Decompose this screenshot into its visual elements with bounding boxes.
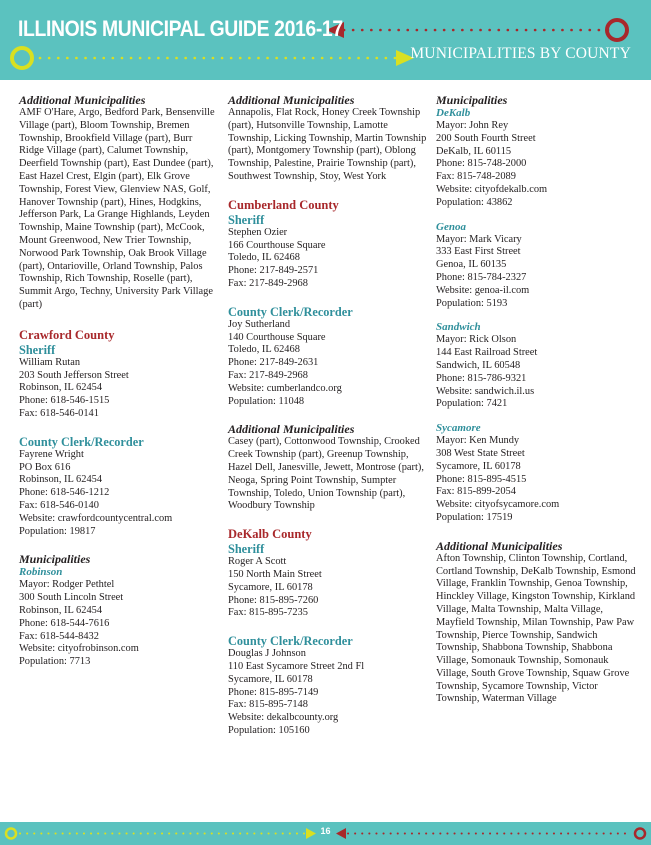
clerk-address: 140 Courthouse Square — [228, 331, 326, 343]
town-city: DeKalb, IL 60115 — [436, 145, 512, 157]
town-city: Robinson, IL 62454 — [19, 604, 103, 616]
town-population: Population: 43862 — [436, 196, 513, 208]
town-city: Sycamore, IL 60178 — [436, 460, 521, 472]
county-heading: DeKalb County — [228, 527, 312, 542]
town-address: 144 East Railroad Street — [436, 347, 538, 359]
additional-municipalities — [228, 93, 430, 184]
town-heading: Sycamore — [436, 422, 481, 435]
town-phone: Phone: 815-748-2000 — [436, 158, 527, 170]
clerk-website: Website: dekalbcounty.org — [228, 712, 339, 724]
town-phone: Phone: 815-895-4515 — [436, 473, 527, 485]
clerk-phone: Phone: 618-546-1212 — [19, 487, 110, 499]
town-website: Website: cityofrobinson.com — [19, 643, 139, 655]
clerk-name: Douglas J Johnson — [228, 648, 306, 660]
clerk-population: Population: 11048 — [228, 395, 305, 407]
town-population: Population: 17519 — [436, 511, 513, 523]
county-crawford — [19, 328, 219, 421]
town-fax: Fax: 815-899-2054 — [436, 486, 516, 498]
sheriff-address: 203 South Jefferson Street — [19, 369, 129, 381]
sheriff-heading: Sheriff — [228, 212, 265, 227]
town-address: 300 South Lincoln Street — [19, 592, 124, 604]
town-mayor: Mayor: Rick Olson — [436, 334, 517, 346]
arrow-right-icon — [40, 50, 414, 66]
sheriff-address: 166 Courthouse Square — [228, 239, 326, 251]
town-address: 200 South Fourth Street — [436, 132, 536, 144]
sheriff-city: Toledo, IL 62468 — [228, 252, 300, 264]
heading-additional-municipalities: Additional Municipalities — [228, 93, 355, 107]
town-website: Website: sandwich.il.us — [436, 385, 535, 397]
clerk-heading: County Clerk/Recorder — [228, 304, 353, 319]
town-website: Website: cityofsycamore.com — [436, 499, 560, 511]
town-heading: Robinson — [19, 566, 63, 579]
sheriff-city: Sycamore, IL 60178 — [228, 581, 313, 593]
additional-municipalities-list: AMF O'Hare, Argo, Bedford Park, Bensenville Village (part), Bloom Township, Bremen Township, Brookfield Village (part), Burr Ridge Village (part), Calumet Township, Deerfield Township (part), East Dundee (part), East Hazel Crest, Elgin (part), Elk Grove Township, Forest View, Glenview NAS, Golf, Hanover Township (part), Hines, Hodgkins, Jefferson Park, La Grange Highlands, Leyden Township, Maine Township (part), McCook, Mount Greenwood, New Trier Township, Norwood Park Township, Oak Brook Village (part), Ontarioville, Orland Township, Palos Township, Rich Township, Roselle (part), Summit Argo, Techny, University Park Village (part) — [19, 107, 215, 310]
town-phone: Phone: 815-784-2327 — [436, 271, 527, 283]
town-sandwich — [436, 321, 636, 411]
additional-municipalities-list: Afton Township, Clinton Township, Cortland, Cortland Township, DeKalb Township, Esmond Village, Franklin Township, Genoa Township, Hinckley Village, Kingston Township, Kirkland Village, Malta Township, Malta Village, Mayfield Township, Milan Township, Paw Paw Township, Pierce Township, Sandwich Township, Shabbona Township, Shabbona Village, Somonauk Township, Somonauk Village, South Grove Township, Squaw Grove Township, Sycamore Township, Victor Township, Waterman Village — [436, 552, 636, 705]
ring-icon — [607, 20, 627, 40]
clerk-heading: County Clerk/Recorder — [19, 434, 144, 449]
ring-icon — [12, 48, 32, 68]
sheriff-fax: Fax: 217-849-2968 — [228, 277, 308, 289]
additional-municipalities-cumberland — [228, 422, 430, 513]
clerk-city: Robinson, IL 62454 — [19, 474, 103, 486]
sheriff-name: William Rutan — [19, 356, 81, 368]
clerk-fax: Fax: 217-849-2968 — [228, 369, 308, 381]
town-fax: Fax: 618-544-8432 — [19, 630, 99, 642]
county-heading: Crawford County — [19, 327, 115, 342]
clerk-name: Joy Sutherland — [228, 318, 291, 330]
town-mayor: Mayor: John Rey — [436, 120, 509, 131]
town-genoa — [436, 221, 636, 311]
sheriff-heading: Sheriff — [228, 542, 265, 557]
heading-additional-municipalities: Additional Municipalities — [19, 93, 146, 107]
town-city: Sandwich, IL 60548 — [436, 359, 521, 371]
sheriff-fax: Fax: 815-895-7235 — [228, 607, 308, 619]
clerk-fax: Fax: 815-895-7148 — [228, 699, 308, 711]
town-address: 333 East First Street — [436, 246, 521, 258]
clerk-heading: County Clerk/Recorder — [228, 634, 353, 649]
clerk-cumberland — [228, 305, 430, 409]
column-3 — [436, 93, 636, 717]
clerk-population: Population: 105160 — [228, 724, 310, 736]
town-phone: Phone: 618-544-7616 — [19, 617, 110, 629]
column-1 — [19, 93, 219, 680]
town-heading: Sandwich — [436, 321, 481, 334]
town-mayor: Mayor: Ken Mundy — [436, 435, 520, 447]
clerk-address: PO Box 616 — [19, 461, 71, 473]
town-city: Genoa, IL 60135 — [436, 259, 507, 271]
clerk-fax: Fax: 618-546-0140 — [19, 499, 99, 511]
clerk-crawford — [19, 435, 219, 539]
town-heading: Genoa — [436, 220, 466, 233]
town-website: Website: genoa-il.com — [436, 284, 530, 296]
clerk-city: Toledo, IL 62468 — [228, 344, 300, 356]
heading-additional-municipalities: Additional Municipalities — [436, 538, 563, 553]
town-fax: Fax: 815-748-2089 — [436, 171, 516, 183]
town-population: Population: 7713 — [19, 656, 91, 668]
town-phone: Phone: 815-786-9321 — [436, 372, 527, 384]
clerk-website: Website: cumberlandco.org — [228, 382, 342, 394]
clerk-city: Sycamore, IL 60178 — [228, 673, 313, 685]
sheriff-phone: Phone: 815-895-7260 — [228, 594, 319, 606]
town-dekalb — [436, 107, 636, 210]
sheriff-fax: Fax: 618-546-0141 — [19, 407, 99, 419]
sheriff-address: 150 North Main Street — [228, 568, 322, 580]
municipalities-crawford — [19, 552, 219, 669]
town-heading: DeKalb — [436, 107, 471, 119]
municipalities-heading: Municipalities — [436, 93, 508, 107]
town-mayor: Mayor: Mark Vicary — [436, 233, 522, 245]
sheriff-name: Roger A Scott — [228, 556, 287, 568]
county-dekalb — [228, 527, 430, 620]
guide-title: ILLINOIS MUNICIPAL GUIDE 2016-17 — [18, 16, 343, 41]
sheriff-phone: Phone: 618-546-1515 — [19, 395, 110, 407]
additional-municipalities-list: Annapolis, Flat Rock, Honey Creek Township (part), Hutsonville Township, Lamotte Township, Licking Township, Martin Township (part), Montgomery Township (part), Oblong Township, Palestine, Prairie Township (part), Southwest Township, Stoy, West York — [228, 107, 427, 182]
clerk-name: Fayrene Wright — [19, 448, 84, 460]
clerk-phone: Phone: 217-849-2631 — [228, 357, 319, 369]
clerk-website: Website: crawfordcountycentral.com — [19, 512, 173, 524]
additional-municipalities-list: Casey (part), Cottonwood Township, Crooked Creek Township (part), Greenup Township, Hazel Dell, Janesville, Jewett, Montrose (part), Neoga, Spring Point Township, Sumpter Township, Toledo, Union Township (part), Woodbury Township — [228, 436, 424, 512]
clerk-dekalb — [228, 634, 430, 738]
town-population: Population: 5193 — [436, 297, 508, 309]
clerk-phone: Phone: 815-895-7149 — [228, 686, 319, 698]
sheriff-heading: Sheriff — [19, 342, 56, 357]
town-sycamore — [436, 422, 636, 525]
additional-municipalities — [19, 93, 219, 312]
page-number: 16 — [320, 826, 331, 836]
sheriff-city: Robinson, IL 62454 — [19, 382, 103, 394]
heading-additional-municipalities: Additional Municipalities — [228, 422, 355, 437]
clerk-population: Population: 19817 — [19, 525, 96, 537]
column-2 — [228, 93, 430, 749]
county-heading: Cumberland County — [228, 197, 339, 212]
town-mayor: Mayor: Rodger Pethtel — [19, 579, 115, 591]
town-website: Website: cityofdekalb.com — [436, 183, 548, 195]
town-population: Population: 7421 — [436, 398, 508, 410]
sheriff-phone: Phone: 217-849-2571 — [228, 265, 319, 277]
town-address: 308 West State Street — [436, 447, 525, 459]
section-title: MUNICIPALITIES BY COUNTY — [410, 45, 631, 62]
additional-municipalities-dekalb — [436, 539, 636, 707]
clerk-address: 110 East Sycamore Street 2nd Fl — [228, 660, 365, 672]
county-cumberland — [228, 198, 430, 291]
sheriff-name: Stephen Ozier — [228, 226, 288, 238]
municipalities-heading: Municipalities — [19, 552, 91, 567]
arrow-left-icon — [326, 22, 608, 38]
